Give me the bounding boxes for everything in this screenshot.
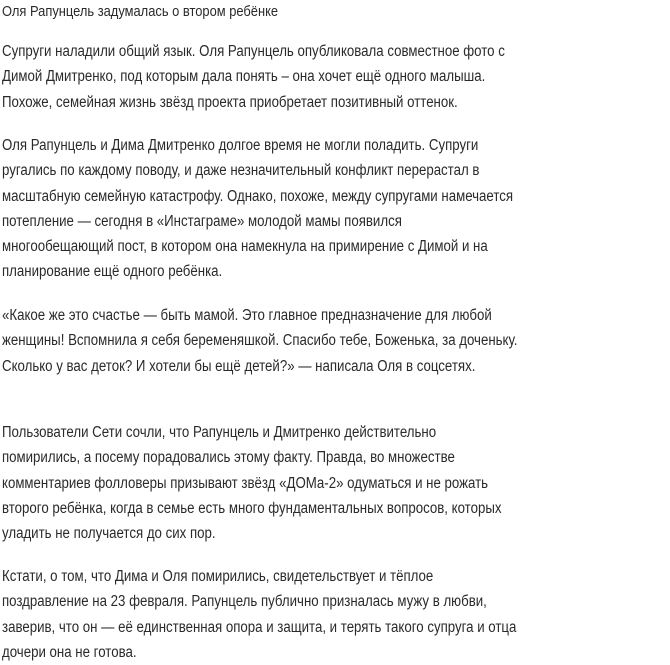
article-paragraph-2: [2, 133, 600, 285]
text-line: масштабную семейную катастрофу. Однако, похоже, между супругами намечается: [2, 187, 514, 205]
text-line: заверив, что он — её единственная опора и защита, и терять такого супруга и отца: [2, 618, 517, 636]
text-line: Кстати, о том, что Дима и Оля помирились, свидетельствует и тёплое: [2, 568, 434, 585]
article-paragraph-4: [2, 420, 586, 546]
text-line: уладить не получается до сих пор.: [2, 525, 216, 543]
article-paragraph-1: [2, 39, 590, 115]
text-line: второго ребёнка, когда в семье есть много фундаментальных вопросов, которых: [2, 499, 502, 517]
text-line: Оля Рапунцель и Дима Дмитренко долгое время не могли поладить. Супруги: [2, 137, 479, 154]
text-line: помирились, а посему порадовались этому факту. Правда, во множестве: [2, 449, 455, 467]
article-paragraph-3-quote: [2, 303, 605, 379]
text-line: планирование ещё одного ребёнка.: [2, 263, 223, 281]
text-line: дочери она не готова.: [2, 643, 137, 661]
text-line: Димой Дмитренко, под которым дала понять – она хочет ещё одного малыша.: [2, 68, 486, 86]
article-paragraph-5: [2, 564, 604, 665]
text-line: Похоже, семейная жизнь звёзд проекта приобретает позитивный оттенок.: [2, 93, 458, 111]
text-line: «Какое же это счастье — быть мамой. Это главное предназначение для любой: [2, 307, 492, 324]
article-title: Оля Рапунцель задумалась о втором ребёнке: [2, 3, 279, 20]
text-line: женщины! Вспомнила я себя беременяшкой. Спасибо тебе, Боженька, за доченьку.: [2, 332, 518, 350]
text-line: многообещающий пост, в котором она намекнула на примирение с Димой и на: [2, 238, 488, 256]
text-line: потепление — сегодня в «Инстаграме» молодой мамы появился: [2, 212, 402, 230]
text-line: Сколько у вас деток? И хотели бы ещё детей?» — написала Оля в соцсетях.: [2, 357, 476, 375]
text-line: комментариев фолловеры призывают звёзд «ДОМа-2» одуматься и не рожать: [2, 474, 489, 492]
text-line: Супруги наладили общий язык. Оля Рапунцель опубликовала совместное фото с: [2, 43, 505, 60]
text-line: ругались по каждому поводу, и даже незначительный конфликт перерастал в: [2, 162, 480, 180]
text-line: поздравление на 23 февраля. Рапунцель публично призналась мужу в любви,: [2, 593, 487, 611]
text-line: Пользователи Сети сочли, что Рапунцель и Дмитренко действительно: [2, 424, 437, 441]
